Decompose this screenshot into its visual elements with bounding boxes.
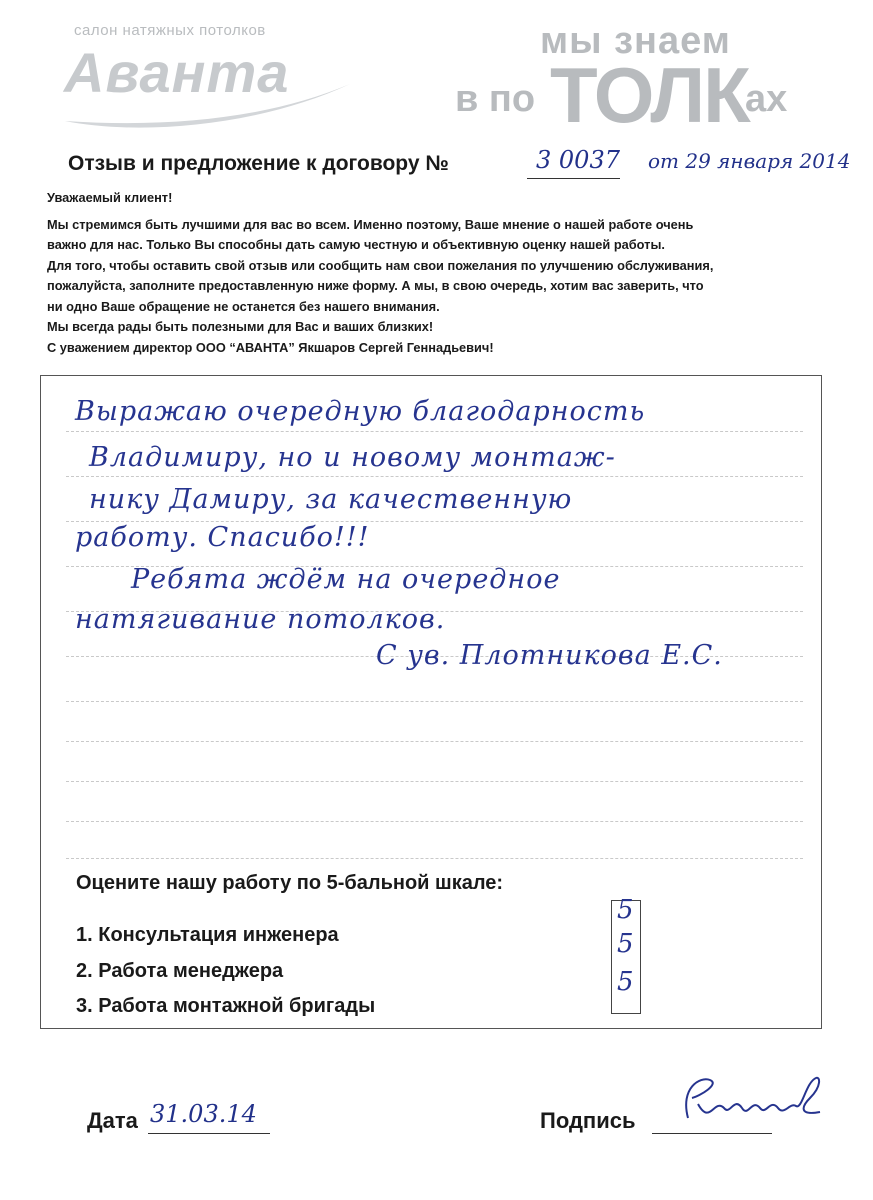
- form-title: Отзыв и предложение к договору №: [68, 152, 449, 175]
- avanta-logo: [60, 18, 360, 128]
- review-box: [40, 375, 822, 1029]
- contract-number: 3 0037: [536, 146, 620, 174]
- ruled-line: [66, 781, 803, 782]
- rating-title: Оцените нашу работу по 5-бальной шкале:: [76, 872, 504, 894]
- ruled-line: [66, 431, 803, 432]
- intro-line: Мы стремимся быть лучшими для вас во всем. Именно поэтому, Ваше мнение о нашей работе очень: [47, 216, 694, 232]
- date-label: Дата: [87, 1108, 138, 1133]
- greeting: Уважаемый клиент!: [47, 190, 173, 205]
- review-line: работу. Спасибо!!!: [75, 522, 370, 553]
- ruled-line: [66, 476, 803, 477]
- rating-item-manager: 2. Работа менеджера: [76, 960, 284, 982]
- review-signature: С ув. Плотникова Е.С.: [376, 640, 723, 671]
- logo-swoosh-icon: [60, 66, 360, 136]
- intro-line: Для того, чтобы оставить свой отзыв или сообщить нам свои пожелания по улучшению обслуживания,: [47, 257, 714, 273]
- date-value: 31.03.14: [150, 1100, 257, 1128]
- score-manager: 5: [617, 929, 634, 959]
- review-line: Ребята ждём на очередное: [131, 564, 561, 595]
- rating-item-install-team: 3. Работа монтажной бригады: [76, 995, 376, 1017]
- ruled-line: [66, 858, 803, 859]
- intro-line: С уважением директор ООО “АВАНТА” Якшаров Сергей Геннадьевич!: [47, 339, 494, 355]
- signature-label: Подпись: [540, 1108, 636, 1133]
- rating-item-engineer: 1. Консультация инженера: [76, 924, 339, 946]
- contract-date: от 29 января 2014: [648, 149, 851, 173]
- slogan-line1: мы знаем: [540, 20, 731, 62]
- intro-line: важно для нас. Только Вы способны дать самую честную и объективную оценку нашей работы.: [47, 237, 665, 252]
- logo-name: Аванта: [64, 41, 290, 104]
- signature-scribble-icon: [670, 1068, 830, 1138]
- score-install-team: 5: [617, 967, 634, 997]
- review-line: Выражаю очередную благодарность: [75, 396, 646, 427]
- logo-subtitle: салон натяжных потолков: [74, 22, 266, 39]
- review-line: Владимиру, но и новому монтаж-: [89, 442, 616, 473]
- intro-line: пожалуйста, заполните предоставленную ниже форму. А мы, в свою очередь, хотим вас заверить, что: [47, 278, 704, 293]
- review-line: натягивание потолков.: [75, 604, 446, 635]
- ruled-line: [66, 821, 803, 822]
- slogan-big: ТОЛК: [550, 51, 749, 139]
- slogan-prefix: в по: [455, 78, 536, 120]
- slogan: [455, 20, 815, 139]
- contract-number-line: [527, 178, 620, 179]
- intro-line: Мы всегда рады быть полезными для Вас и ваших близких!: [47, 319, 434, 334]
- intro-line: ни одно Ваше обращение не останется без нашего внимания.: [47, 298, 440, 314]
- ruled-line: [66, 741, 803, 742]
- score-box: [611, 895, 641, 1014]
- score-engineer: 5: [617, 895, 634, 925]
- slogan-suffix: ах: [745, 78, 788, 120]
- ruled-line: [66, 701, 803, 702]
- date-line: [148, 1133, 270, 1134]
- intro-text: [47, 188, 827, 358]
- review-line: нику Дамиру, за качественную: [89, 484, 573, 515]
